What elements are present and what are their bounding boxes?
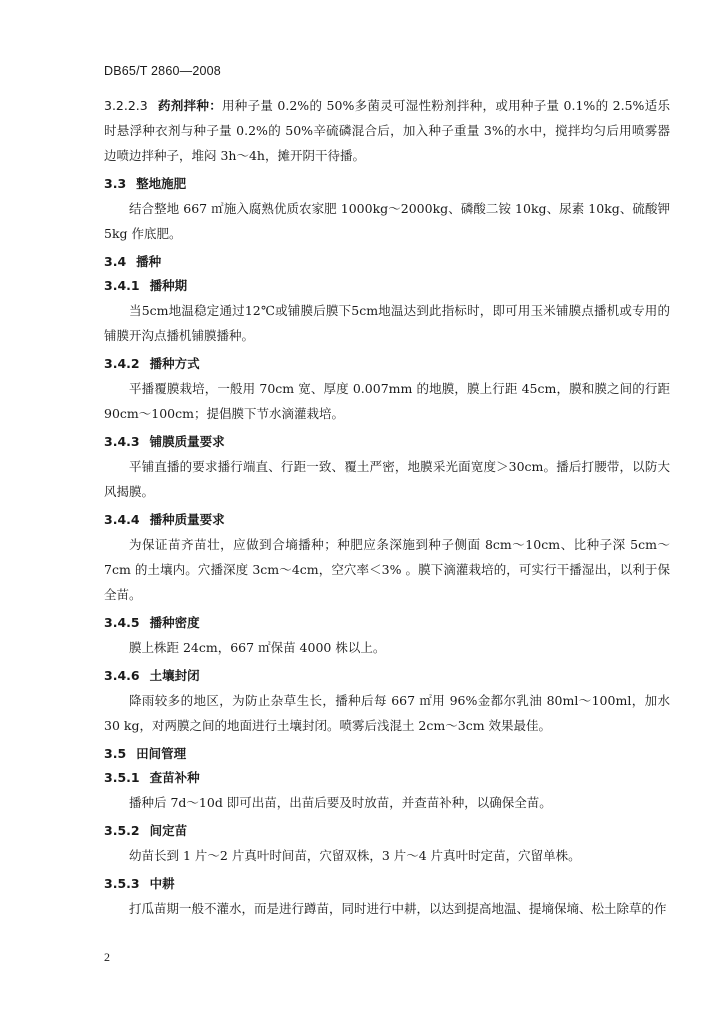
heading-title: 铺膜质量要求	[149, 434, 225, 449]
heading-3-4-1	[104, 274, 670, 298]
heading-title: 查苗补种	[149, 770, 200, 785]
heading-number: 3.4.3	[104, 434, 140, 449]
heading-3-4-3	[104, 430, 670, 454]
clause-3-2-2-3	[104, 93, 670, 168]
heading-3-5-1	[104, 766, 670, 790]
paragraph-3-4-6: 降雨较多的地区，为防止杂草生长，播种后每 667 ㎡用 96%金都尔乳油 80ml～100ml，加水 30 kg，对两膜之间的地面进行土壤封闭。喷雾后浅混土 2cm～3cm 效果最佳。	[104, 693, 670, 733]
clause-text: 用种子量 0.2%的 50%多菌灵可湿性粉剂拌种，或用种子量 0.1%的 2.5%适乐时悬浮种衣剂与种子量 0.2%的 50%辛硫磷混合后，加入种子重量 3%的水中，搅拌均匀后用喷雾器边喷边拌种子，堆闷 3h～4h，摊开阴干待播。	[104, 98, 670, 163]
heading-3-5-3	[104, 872, 670, 896]
heading-title: 间定苗	[149, 823, 188, 838]
heading-3-4-6	[104, 664, 670, 688]
heading-number: 3.4.2	[104, 356, 140, 371]
heading-title: 中耕	[149, 876, 175, 891]
heading-number: 3.4.4	[104, 512, 140, 527]
heading-title: 播种期	[149, 278, 188, 293]
heading-number: 3.5.3	[104, 876, 140, 891]
heading-3-4-5	[104, 611, 670, 635]
heading-title: 土壤封闭	[149, 668, 200, 683]
heading-number: 3.4.6	[104, 668, 140, 683]
document-body	[104, 93, 670, 921]
heading-3-4-4	[104, 508, 670, 532]
heading-number: 3.5.2	[104, 823, 140, 838]
document-code: DB65/T 2860—2008	[104, 64, 221, 78]
heading-title: 播种密度	[149, 615, 200, 630]
heading-number: 3.5.1	[104, 770, 140, 785]
clause-number: 3.2.2.3	[104, 98, 148, 113]
page-number: 2	[104, 950, 110, 964]
paragraph-3-4-4: 为保证苗齐苗壮，应做到合墒播种；种肥应条深施到种子侧面 8cm～10cm、比种子深 5cm～7cm 的土壤内。穴播深度 3cm～4cm，空穴率＜3% 。膜下滴灌栽培的，可实行干播湿出，以利于保全苗。	[104, 537, 670, 602]
heading-number: 3.4.1	[104, 278, 140, 293]
paragraph-3-5-1: 播种后 7d～10d 即可出苗，出苗后要及时放苗，并查苗补种，以确保全苗。	[129, 795, 552, 810]
heading-number: 3.4	[104, 254, 127, 269]
paragraph-3-4-5: 膜上株距 24cm，667 ㎡保苗 4000 株以上。	[129, 640, 386, 655]
heading-title: 整地施肥	[136, 176, 187, 191]
heading-number: 3.3	[104, 176, 127, 191]
paragraph-3-5-3: 打瓜苗期一般不灌水，而是进行蹲苗，同时进行中耕，以达到提高地温、提墒保墒、松土除草的作	[129, 901, 667, 916]
paragraph-3-3: 结合整地 667 ㎡施入腐熟优质农家肥 1000kg～2000kg、磷酸二铵 10kg、尿素 10kg、硫酸钾 5kg 作底肥。	[104, 201, 670, 241]
heading-title: 田间管理	[136, 746, 187, 761]
heading-number: 3.5	[104, 746, 127, 761]
heading-title: 播种	[136, 254, 162, 269]
heading-3-4-2	[104, 352, 670, 376]
heading-number: 3.4.5	[104, 615, 140, 630]
clause-title: 药剂拌种：	[157, 98, 222, 113]
heading-title: 播种质量要求	[149, 512, 225, 527]
heading-3-5-2	[104, 819, 670, 843]
heading-3-4	[104, 250, 670, 274]
paragraph-3-5-2: 幼苗长到 1 片～2 片真叶时间苗，穴留双株，3 片～4 片真叶时定苗，穴留单株。	[129, 848, 581, 863]
heading-title: 播种方式	[149, 356, 200, 371]
heading-3-3	[104, 172, 670, 196]
paragraph-3-4-2: 平播覆膜栽培，一般用 70cm 宽、厚度 0.007mm 的地膜，膜上行距 45cm，膜和膜之间的行距 90cm～100cm；提倡膜下节水滴灌栽培。	[104, 381, 670, 421]
heading-3-5	[104, 742, 670, 766]
paragraph-3-4-3: 平铺直播的要求播行端直、行距一致、覆土严密，地膜采光面宽度＞30cm。播后打腰带，以防大风揭膜。	[104, 459, 670, 499]
paragraph-3-4-1: 当5cm地温稳定通过12℃或铺膜后膜下5cm地温达到此指标时，即可用玉米铺膜点播机或专用的铺膜开沟点播机铺膜播种。	[104, 303, 670, 343]
